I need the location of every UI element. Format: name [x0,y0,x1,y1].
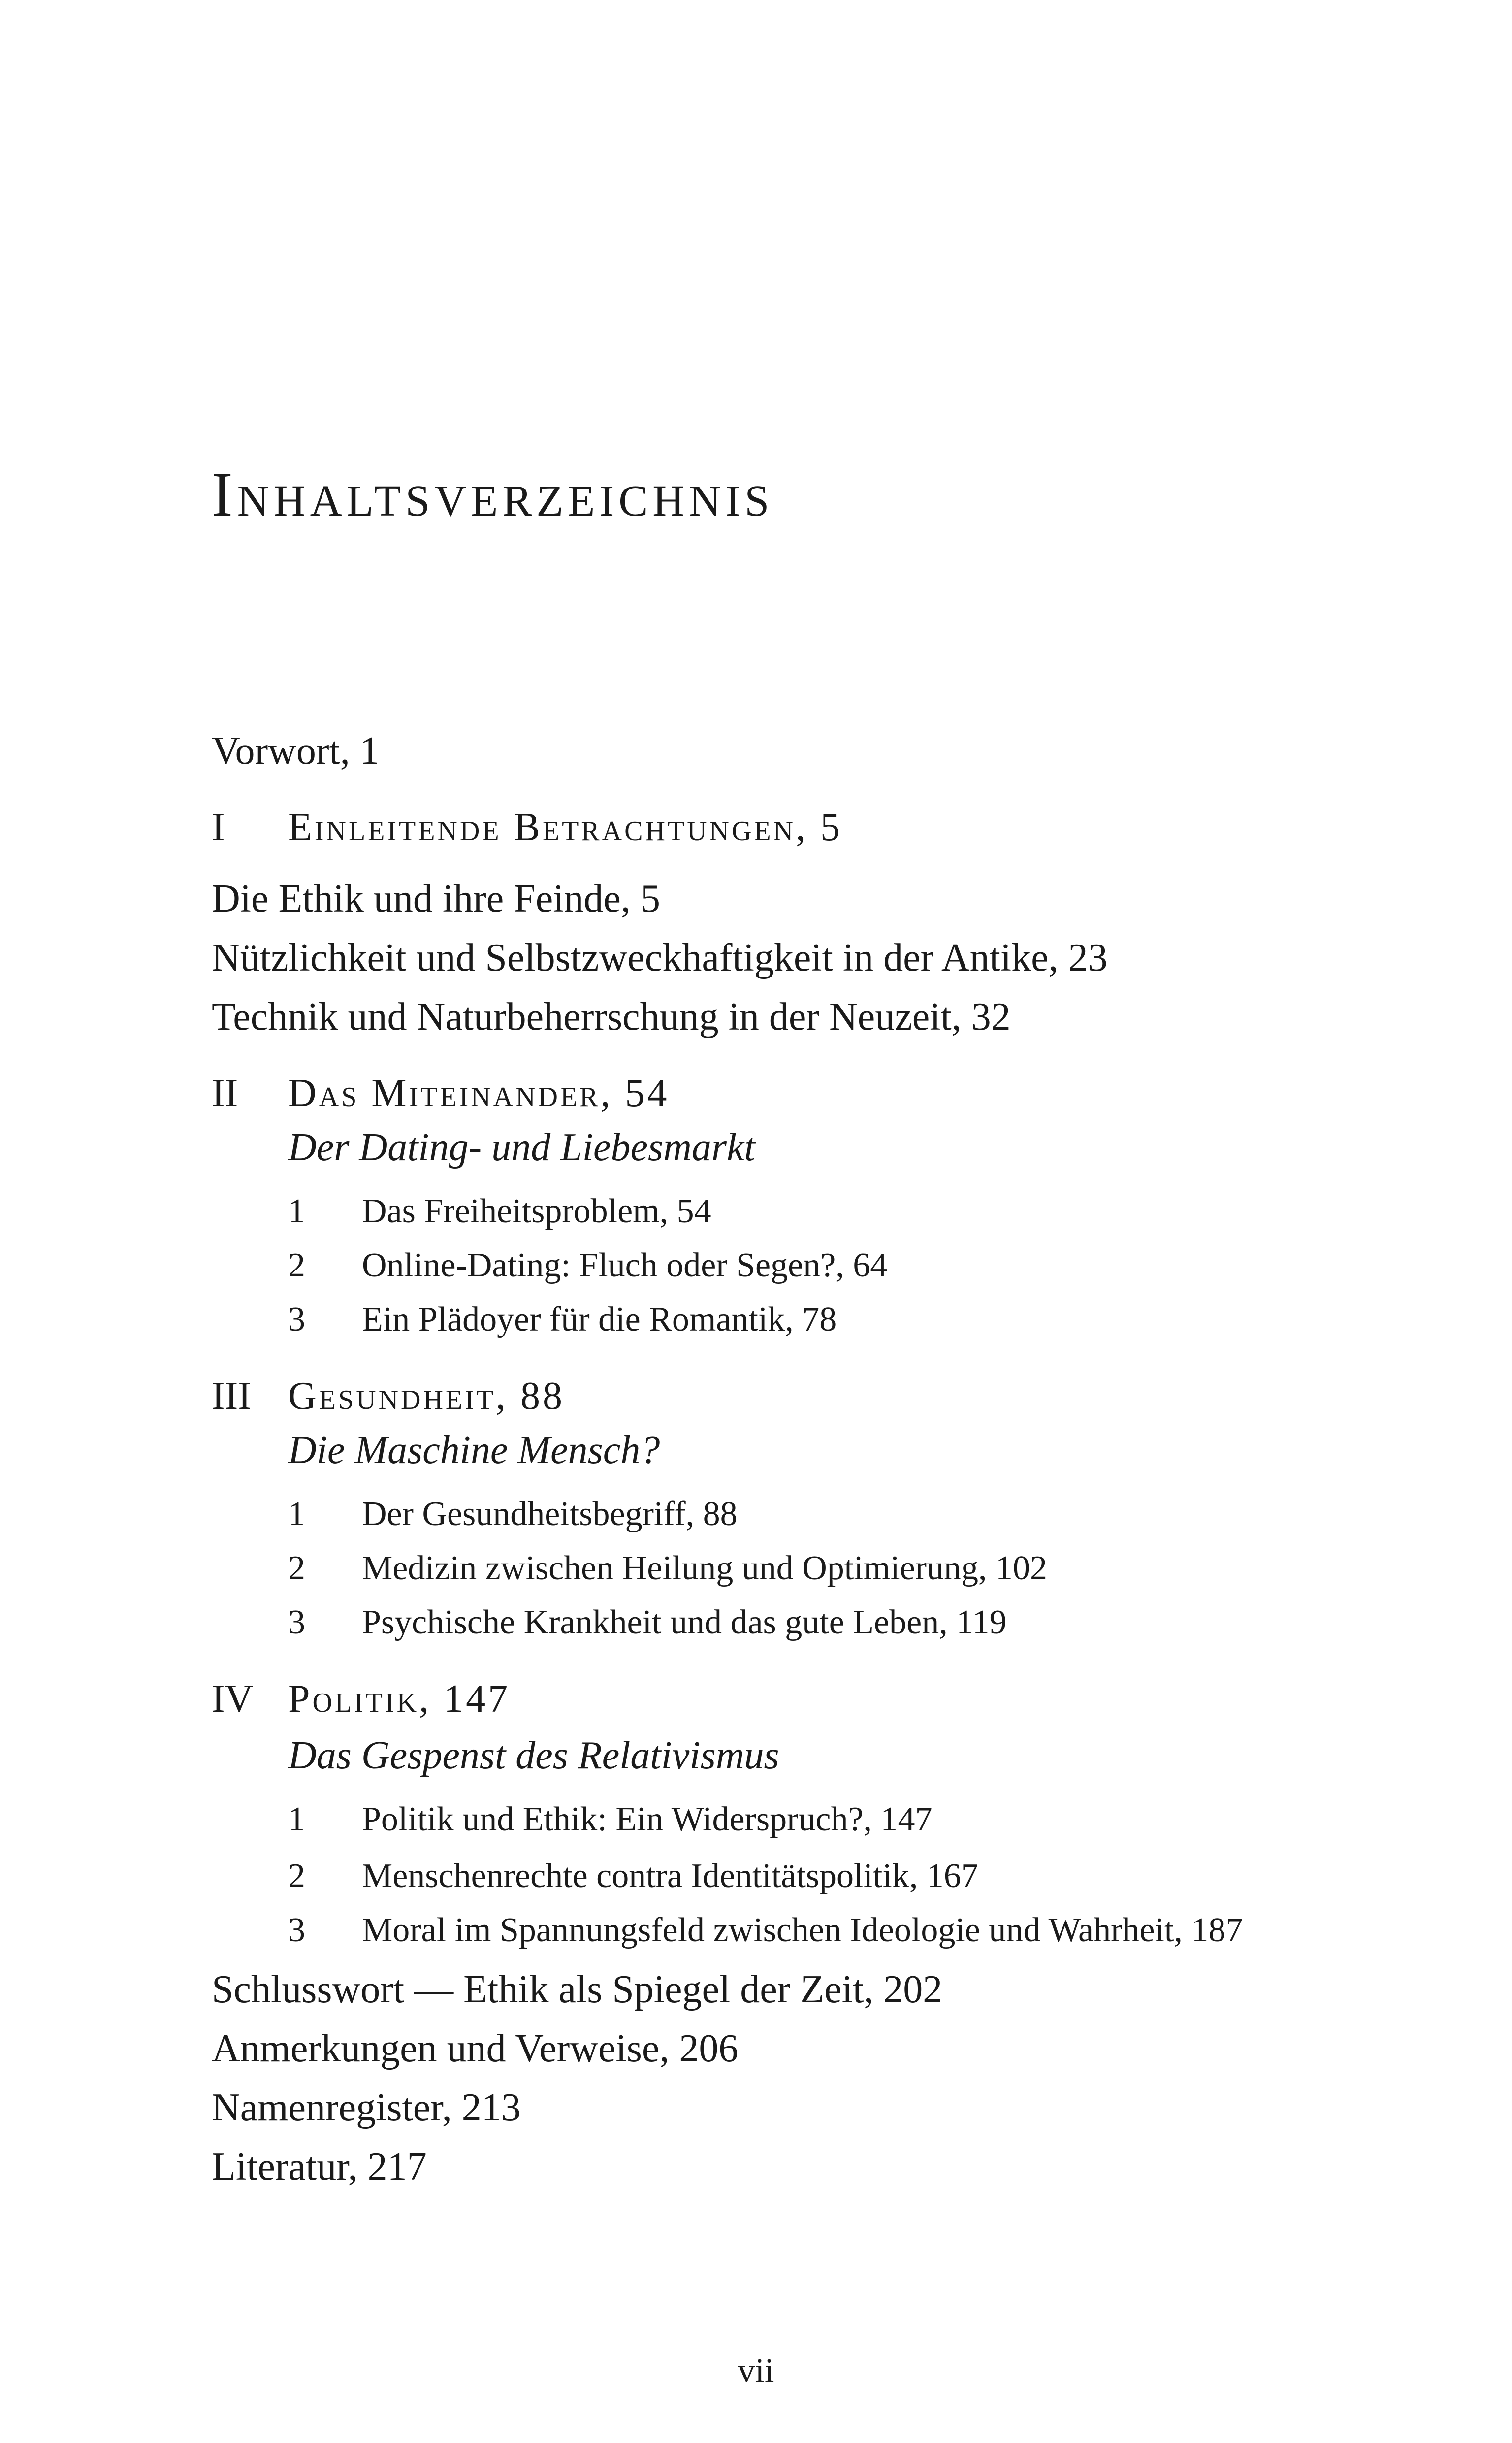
chapter-number: 3 [288,1911,305,1949]
part-subtitle: Das Gespenst des Relativismus [288,1734,779,1777]
toc-entry-closing[interactable]: Schlusswort — Ethik als Spiegel der Zeit, 202 [212,1968,943,2011]
chapter-number: 1 [288,1495,305,1533]
chapter-title: Ein Plädoyer für die Romantik, 78 [362,1301,837,1338]
chapter-title: Der Gesundheitsbegriff, 88 [362,1495,738,1533]
chapter-title: Moral im Spannungsfeld zwischen Ideologie und Wahrheit, 187 [362,1911,1243,1949]
chapter-title: Menschenrechte contra Identitätspolitik, 167 [362,1857,978,1895]
part-title: Gesundheit, 88 [288,1374,565,1418]
chapter-title: Medizin zwischen Heilung und Optimierung, 102 [362,1549,1047,1587]
chapter-number: 3 [288,1603,305,1641]
part-subtitle: Die Maschine Mensch? [288,1429,660,1472]
toc-entry[interactable]: Die Ethik und ihre Feinde, 5 [212,877,660,920]
chapter-title: Psychische Krankheit und das gute Leben, 119 [362,1603,1007,1641]
chapter-number: 2 [288,1857,305,1895]
part-title: Das Miteinander, 54 [288,1072,670,1115]
chapter-title: Politik und Ethik: Ein Widerspruch?, 147 [362,1800,933,1838]
part-numeral: I [212,806,225,849]
chapter-number: 3 [288,1301,305,1338]
toc-entry[interactable]: Nützlichkeit und Selbstzweckhaftigkeit in der Antike, 23 [212,936,1108,979]
part-title: Politik, 147 [288,1677,511,1721]
toc-entry-index[interactable]: Namenregister, 213 [212,2086,521,2129]
chapter-number: 2 [288,1246,305,1284]
chapter-number: 1 [288,1192,305,1230]
chapter-title: Online-Dating: Fluch oder Segen?, 64 [362,1246,888,1284]
chapter-title: Das Freiheitsproblem, 54 [362,1192,711,1230]
toc-entry[interactable]: Technik und Naturbeherrschung in der Neuzeit, 32 [212,995,1011,1039]
toc-entry-notes[interactable]: Anmerkungen und Verweise, 206 [212,2027,739,2070]
page-title: Inhaltsverzeichnis [212,459,774,529]
part-numeral: IV [212,1677,254,1721]
part-subtitle: Der Dating- und Liebesmarkt [288,1126,755,1169]
chapter-number: 2 [288,1549,305,1587]
page-number: vii [738,2352,774,2390]
chapter-number: 1 [288,1800,305,1838]
toc-entry-preface[interactable]: Vorwort, 1 [212,729,380,773]
part-title: Einleitende Betrachtungen, 5 [288,806,843,849]
part-numeral: III [212,1374,251,1418]
part-numeral: II [212,1072,238,1115]
toc-entry-bibliography[interactable]: Literatur, 217 [212,2145,427,2188]
